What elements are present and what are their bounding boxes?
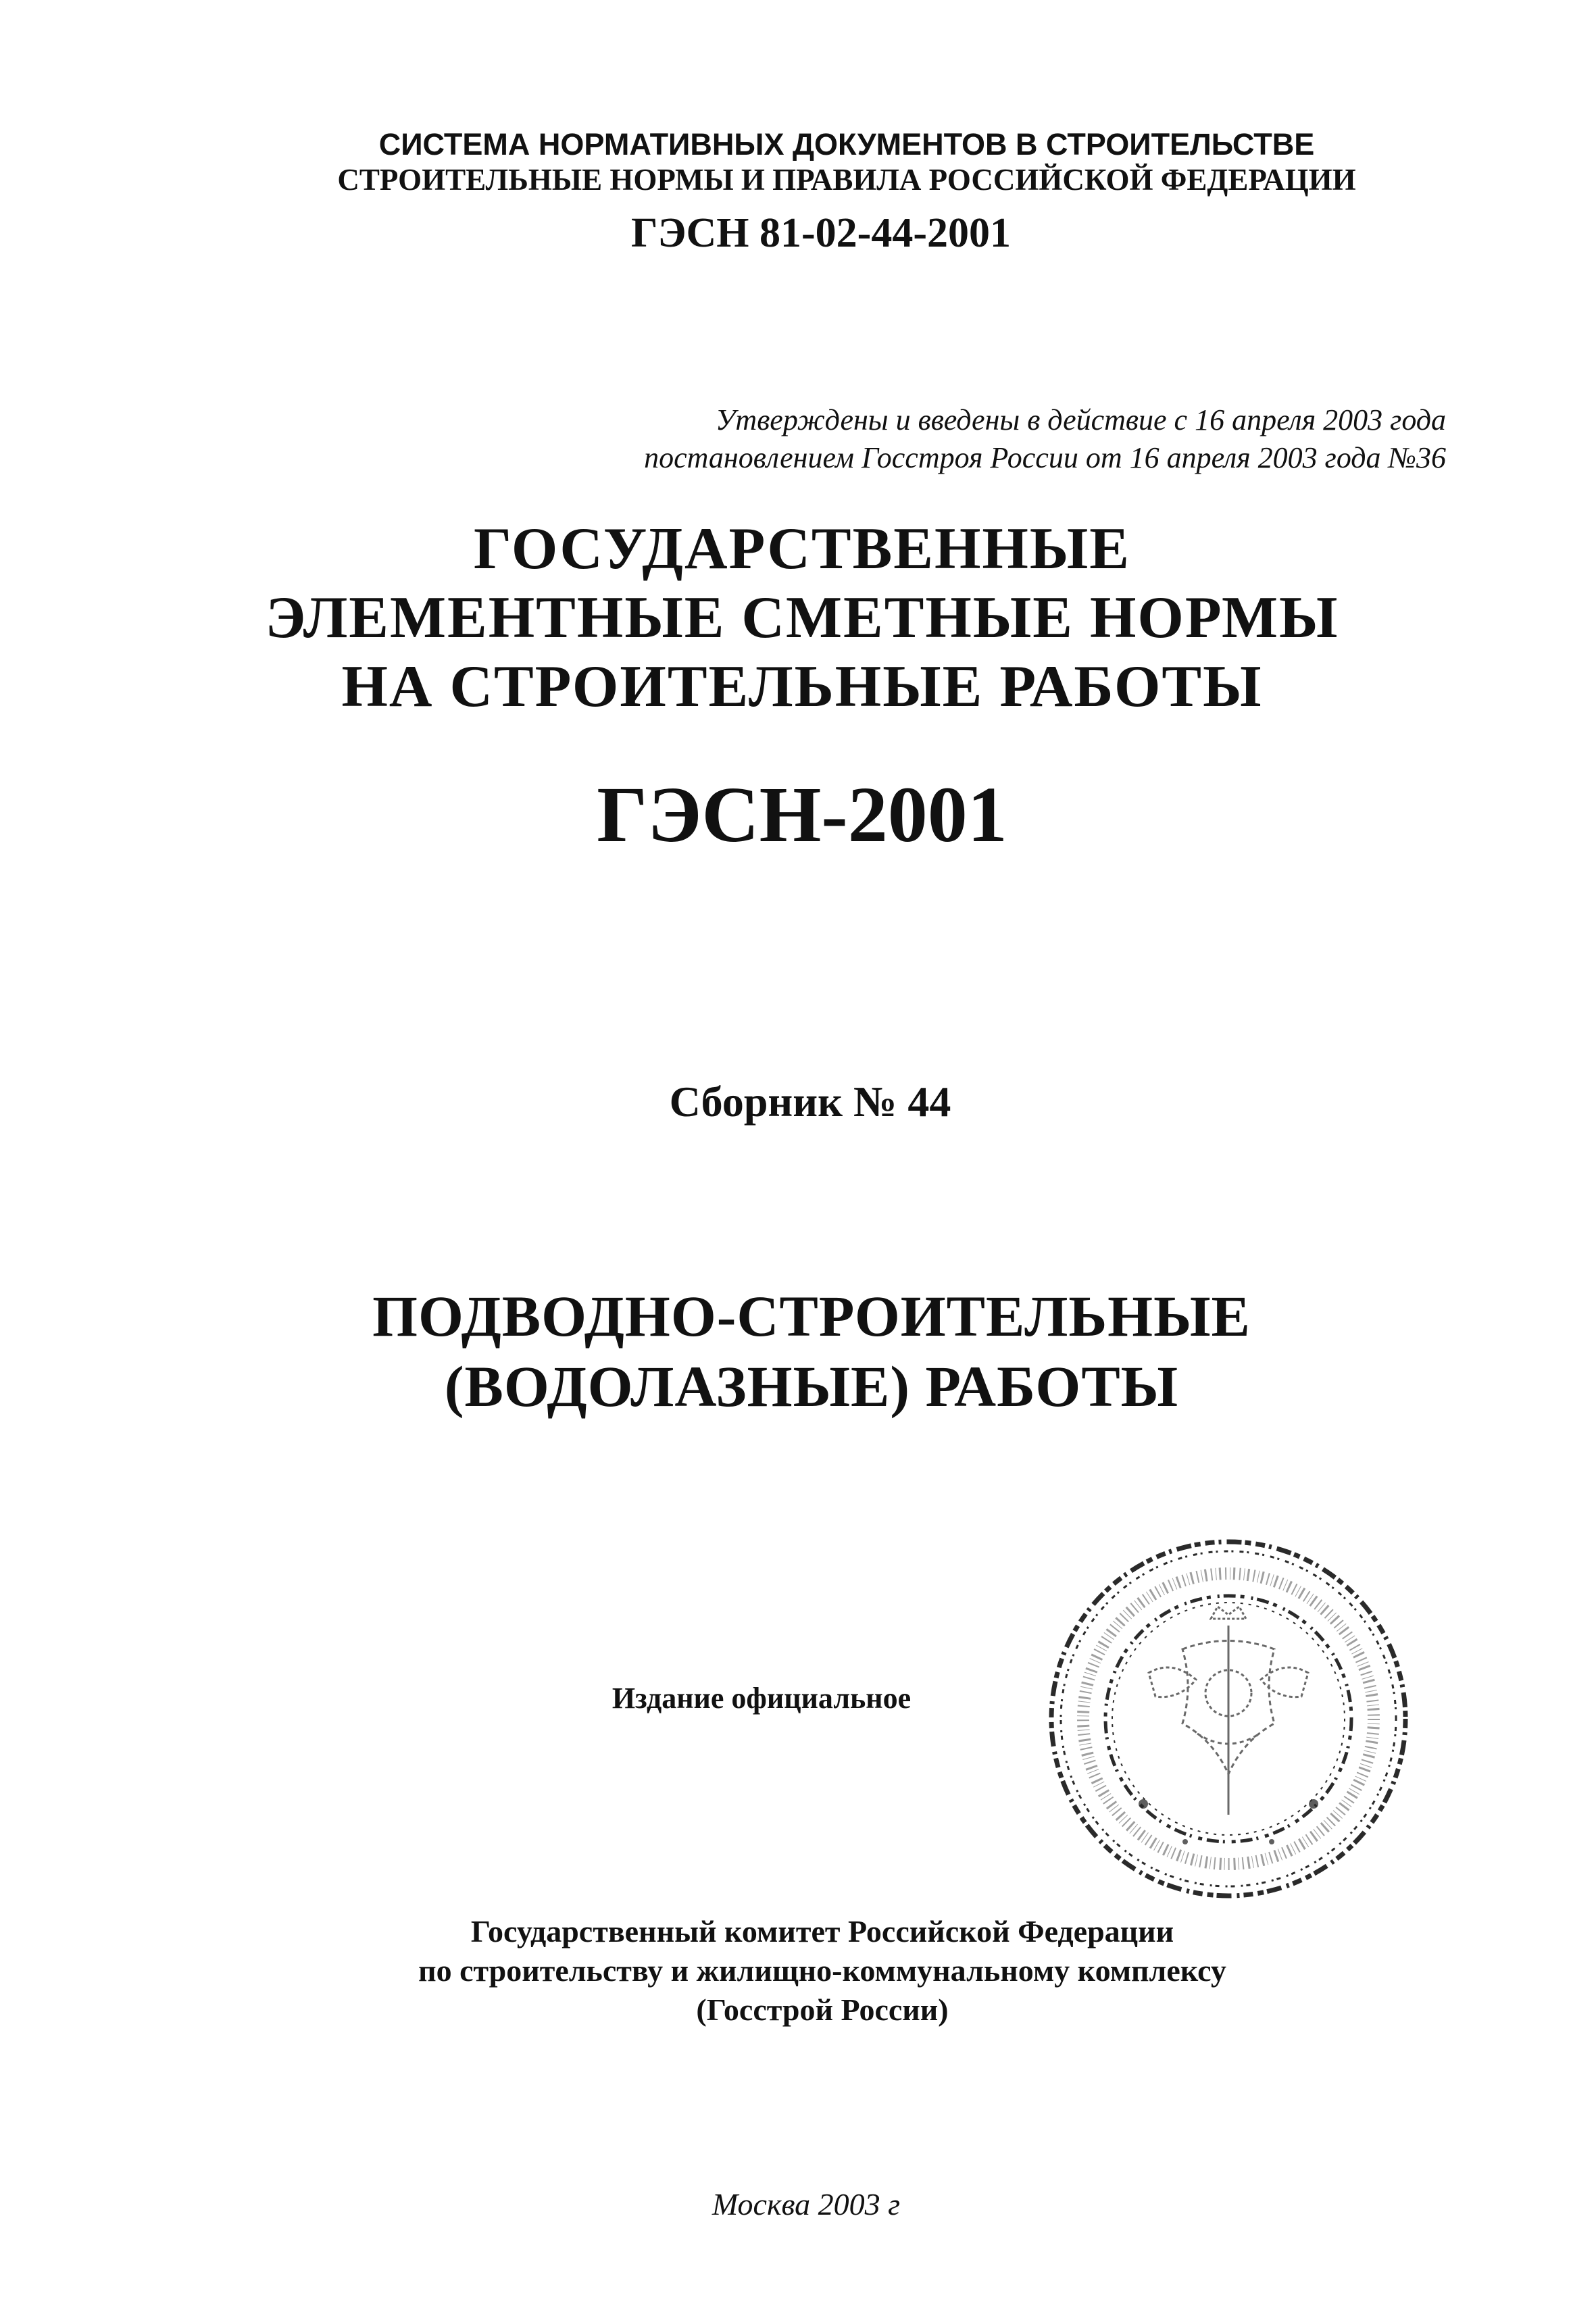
title-line-2: ЭЛЕМЕНТНЫЕ СМЕТНЫЕ НОРМЫ [265,585,1339,651]
official-seal-icon [1041,1531,1416,1907]
publisher-line-1: Государственный комитет Российской Федерации [470,1914,1174,1948]
norms-line: СТРОИТЕЛЬНЫЕ НОРМЫ И ПРАВИЛА РОССИЙСКОЙ ФЕДЕРАЦИИ [337,163,1356,197]
collection-number: Сборник № 44 [669,1078,951,1126]
document-code: ГЭСН 81-02-44-2001 [631,210,1011,256]
publisher-line-3: (Госстрой России) [696,1992,949,2027]
title-abbreviation: ГЭСН-2001 [597,770,1007,859]
approval-line-2: постановлением Госстроя России от 16 апреля 2003 года №36 [644,441,1446,474]
title-line-3: НА СТРОИТЕЛЬНЫЕ РАБОТЫ [341,654,1263,720]
imprint-city-year: Москва 2003 г [712,2187,901,2221]
system-line: СИСТЕМА НОРМАТИВНЫХ ДОКУМЕНТОВ В СТРОИТЕЛЬСТВЕ [378,127,1315,161]
approval-line-1: Утверждены и введены в действие с 16 апреля 2003 года [715,403,1446,436]
edition-label: Издание официальное [612,1682,912,1715]
publisher-line-2: по строительству и жилищно-коммунальному комплексу [418,1953,1226,1988]
section-title-line-1: ПОДВОДНО-СТРОИТЕЛЬНЫЕ [372,1284,1251,1349]
section-title-line-2: (ВОДОЛАЗНЫЕ) РАБОТЫ [444,1354,1179,1419]
title-line-1: ГОСУДАРСТВЕННЫЕ [474,516,1130,582]
